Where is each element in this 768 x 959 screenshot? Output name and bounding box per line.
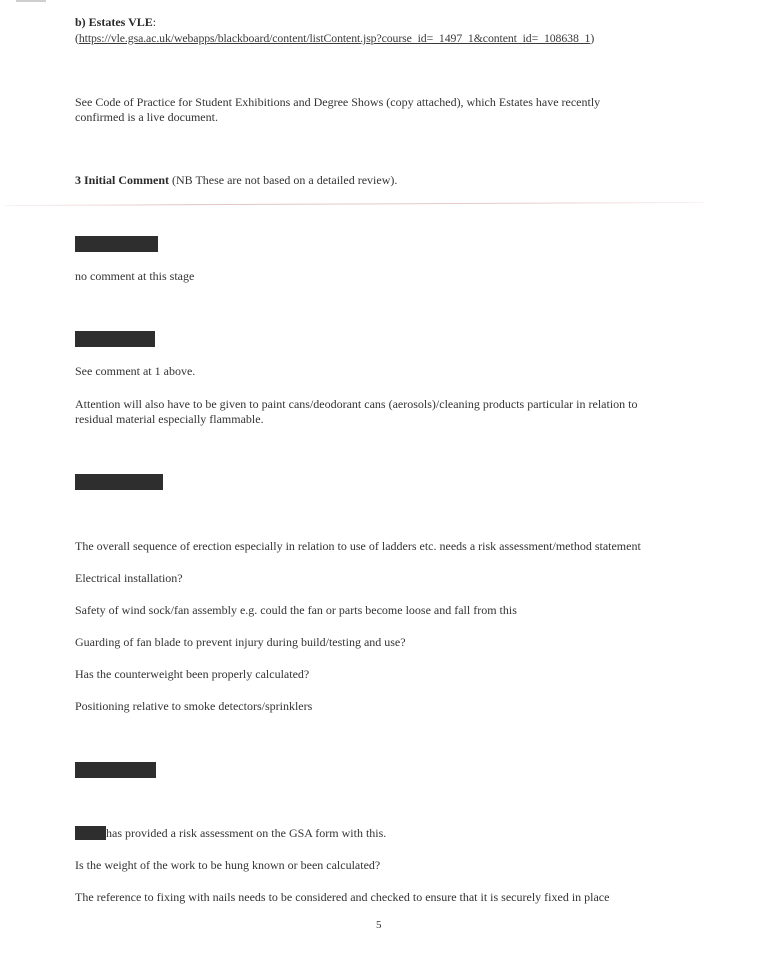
comment-2-line-2: Attention will also have to be given to paint cans/deodorant cans (aerosols)/cleaning products particular in relation to: [75, 397, 638, 411]
comment-3-item: Electrical installation?: [75, 571, 183, 585]
comment-1-text: no comment at this stage: [75, 269, 195, 283]
comment-3-item: Guarding of fan blade to prevent injury during build/testing and use?: [75, 635, 406, 649]
url-close-paren: ): [590, 31, 595, 45]
comment-4-line-3: The reference to fixing with nails needs to be considered and checked to ensure that it is securely fixed in place: [75, 890, 610, 904]
comment-3-item: Has the counterweight been properly calculated?: [75, 667, 310, 681]
estates-vle-link[interactable]: https://vle.gsa.ac.uk/webapps/blackboard/content/listContent.jsp?course_id=_1497_1&content_id=_108638_1: [78, 31, 591, 45]
redacted-name-4: [75, 762, 156, 778]
url-open-paren: (: [75, 31, 79, 45]
redacted-name-inline: [75, 826, 106, 840]
comment-3-item: Safety of wind sock/fan assembly e.g. could the fan or parts become loose and fall from this: [75, 603, 517, 617]
scan-mark: [16, 0, 46, 2]
section-b-heading: [75, 15, 156, 30]
section-3-note: (NB These are not based on a detailed review).: [169, 173, 398, 187]
page-number: 5: [376, 919, 382, 931]
comment-3-item: The overall sequence of erection especially in relation to use of ladders etc. needs a risk assessment/method statement: [75, 539, 641, 553]
section-3-title: 3 Initial Comment: [75, 173, 169, 187]
code-of-practice-line-2: confirmed is a live document.: [75, 110, 218, 124]
comment-4-line-1: has provided a risk assessment on the GSA form with this.: [106, 826, 387, 840]
redacted-name-1: [75, 236, 158, 252]
redacted-name-3: [75, 474, 163, 490]
estates-vle-url-line: [75, 31, 594, 46]
section-3-heading: [75, 173, 397, 188]
section-b-heading-colon: :: [152, 15, 157, 29]
horizontal-rule: [4, 202, 704, 206]
comment-2-line-1: See comment at 1 above.: [75, 364, 196, 378]
comment-2-line-3: residual material especially flammable.: [75, 412, 264, 426]
section-b-heading-text: b) Estates VLE: [75, 15, 153, 29]
comment-3-item: Positioning relative to smoke detectors/sprinklers: [75, 699, 313, 713]
code-of-practice-line-1: See Code of Practice for Student Exhibitions and Degree Shows (copy attached), which Estates have recently: [75, 95, 601, 109]
redacted-name-2: [75, 331, 155, 347]
comment-4-line-2: Is the weight of the work to be hung known or been calculated?: [75, 858, 381, 872]
